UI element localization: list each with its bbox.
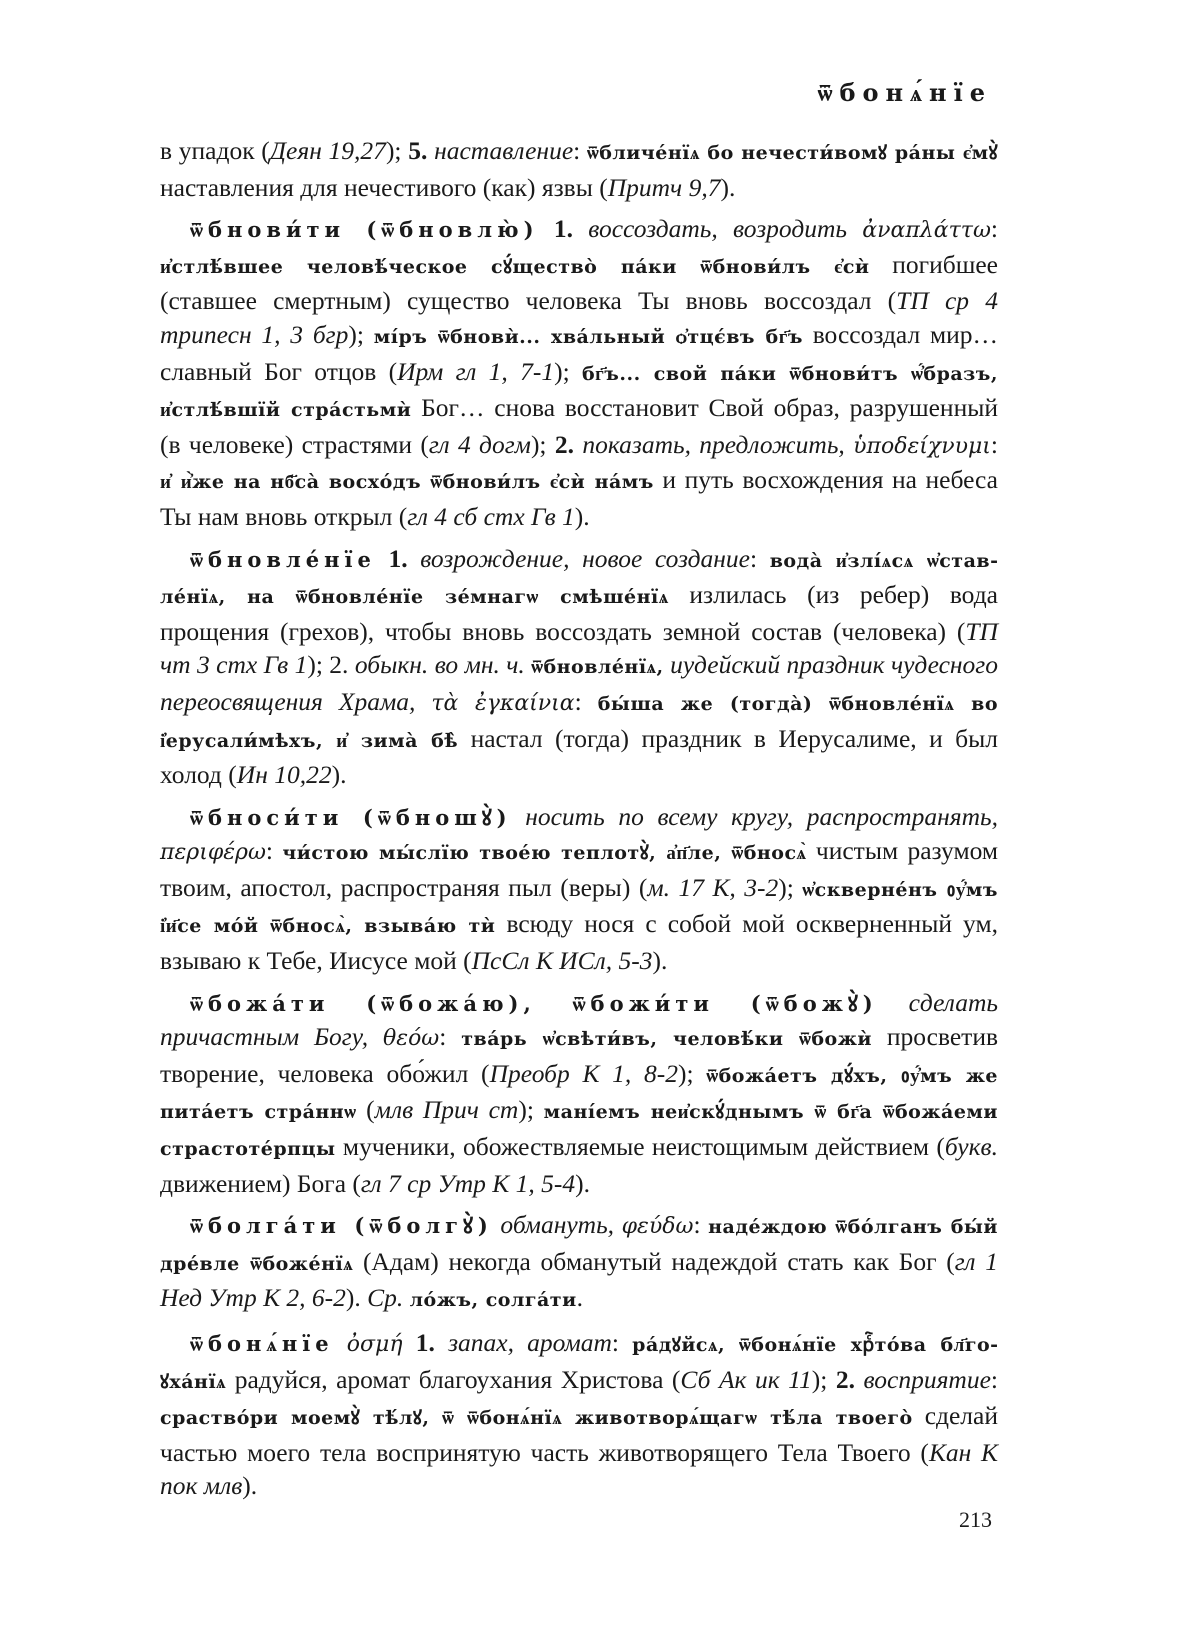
text-run: : (439, 1022, 462, 1052)
sense-number: 1. (553, 214, 573, 244)
running-head: ѿбонѧ́нїе (817, 78, 992, 107)
italic-text: иудейский праздник чудесного переосвящения Храма, (160, 650, 998, 716)
church-slavonic-text: наде́ждою ѿбо́лганъ бы́й дре́вле ѿбоже́нїѧ (160, 1216, 999, 1275)
church-slavonic-text: бг҃ъ... свой па́ки ѿбнови́тъ ѡ҆́бразъ, и҆стлѣ́вшїй стра́стьмѝ (160, 362, 998, 422)
text-run (435, 1328, 448, 1357)
text-run: ); (678, 1058, 707, 1088)
italic-text: Ирм гл 1, 7-1 (397, 356, 555, 386)
italic-text: млв Прич ст (374, 1095, 519, 1125)
text-run: просветив творение, человека обо́жил ( (160, 1022, 999, 1088)
headword: ѿбожа́ти (ѿбожа́ю), ѿбожи́ти (ѿбожꙋ̀) (190, 990, 878, 1016)
church-slavonic-text: чи́стою мы́слїю твое́ю теплотꙋ̀, а҆п҃ле, ѿбносѧ̀ (282, 842, 807, 865)
text-run (408, 544, 421, 573)
text-run: : (611, 1328, 633, 1357)
greek-word: ὑποδείχνυμι (853, 433, 991, 459)
entry-continuation (160, 134, 998, 204)
text-run (878, 988, 909, 1017)
text-run: : (990, 214, 998, 244)
text-run: ). (242, 1471, 258, 1501)
church-slavonic-text: ѿбличе́нїѧ бо нечести́вомꙋ ра́ны є҆мꙋ̀ (586, 142, 999, 164)
italic-text: показать, предложить, (582, 429, 845, 459)
italic-text: Притч 9,7 (607, 172, 721, 202)
dictionary-entry (160, 542, 998, 792)
headword: ѿболга́ти (ѿболгꙋ̀) (190, 1213, 493, 1239)
italic-text: возрождение, новое создание (420, 543, 750, 573)
greek-word: ἀναπλάττω (862, 218, 991, 244)
italic-text: Деян 19,27 (269, 136, 386, 165)
text-run: : (990, 1364, 998, 1394)
text-run (512, 802, 526, 831)
text-run: ). (574, 501, 590, 531)
church-slavonic-text: ѡ҆скверне́нъ ᲂу҆́мъ і҆и҃се мо́й ѿбносѧ̀, взыва́ю тѝ (160, 878, 998, 938)
text-run (376, 544, 389, 573)
dictionary-entry (160, 986, 998, 1201)
italic-text: гл 4 догм (428, 429, 531, 459)
italic-text: наставление (434, 136, 574, 165)
sense-number: 1. (415, 1328, 435, 1357)
text-run (403, 1328, 416, 1357)
headword: ѿбнови́ти (ѿбновлю̀) (190, 217, 539, 243)
italic-text: Сб Ак ик 11 (680, 1364, 812, 1394)
greek-word: τὰ ἐγκαίνια (431, 690, 575, 716)
dictionary-entry (160, 1208, 998, 1318)
text-run: : (990, 429, 998, 459)
sense-number: 2. (835, 1364, 855, 1394)
italic-text: Кан К пок млв (160, 1437, 998, 1501)
page-number: 213 (959, 1507, 992, 1532)
text-run: сделай частью моего тела воспринятую часть животворящего Тела Твоего ( (160, 1401, 998, 1467)
church-slavonic-text: сраство́ри моемꙋ̀ тѣ́лꙋ, ѿ ѿбонѧ́нїѧ животворѧ́щагѡ тѣ́ла твоего̀ (160, 1407, 913, 1430)
italic-text: восприятие (863, 1364, 991, 1394)
text-run: ). (652, 946, 668, 976)
text-run: погибшее (ставшее смертным) существо человека Ты вновь воссоздал ( (160, 249, 999, 316)
italic-text: букв. (944, 1132, 998, 1162)
italic-text: гл 1 Нед Утр К 2, 6-2 (160, 1246, 998, 1313)
text-run: ); (348, 319, 374, 349)
text-run: ( (356, 1095, 375, 1125)
italic-text: гл 7 ср Утр К 1, 5-4 (360, 1168, 576, 1198)
text-run: ); (811, 1364, 836, 1394)
italic-text: Преобр К 1, 8-2 (489, 1058, 679, 1088)
text-run: : (574, 686, 598, 716)
text-run: Бог… снова восстановит Свой образ, разрушенный (в человеке) страстями ( (160, 393, 998, 459)
greek-word: φεύδω (621, 1214, 694, 1240)
text-run (539, 214, 554, 243)
sense-number: 5. (408, 136, 428, 165)
text-run: ); (385, 136, 409, 165)
text-run: ); (554, 356, 582, 386)
italic-text: ТП ср 4 трипесн 1, 3 бгр (160, 286, 998, 349)
text-run: излилась (из ребер) вода прощения (грехов), чтобы вновь воссоздать земной состав (человека) ( (160, 580, 998, 646)
entries-text-block (160, 134, 998, 1511)
text-run: воссоздал мир… славный Бог отцов ( (160, 319, 998, 386)
text-run: радуйся, аромат благоухания Христова ( (226, 1364, 681, 1394)
text-run: : (265, 836, 283, 866)
text-run: . (576, 1283, 584, 1313)
headword: ѿбонѧ́нїе (190, 1331, 334, 1356)
headword: ѿбновле́нїе (190, 546, 376, 572)
text-run (845, 430, 853, 459)
text-run (573, 214, 588, 243)
text-run: движением) Бога ( (160, 1168, 361, 1198)
text-run: : (573, 136, 587, 165)
italic-text: ПсСл К ИСл, 5-3 (471, 946, 653, 976)
dictionary-entry (160, 1326, 998, 1503)
text-run: ); 2. (307, 650, 355, 680)
text-run: ); (778, 872, 803, 902)
sense-number: 2. (554, 429, 574, 459)
italic-text: обыкн. во мн. ч. (354, 650, 525, 680)
italic-text: воссоздать, возродить (588, 214, 847, 244)
church-slavonic-text: ѿбожа́етъ дꙋ́хъ, ᲂу҆́мъ же пита́етъ стра́ннѡ (160, 1064, 999, 1124)
italic-text: носить по всему кругу, распространять, (525, 801, 998, 831)
dictionary-entry (160, 800, 998, 978)
text-run: и путь восхождения на небеса Ты нам вновь открыл ( (160, 465, 998, 531)
sense-number: 1. (388, 543, 408, 573)
italic-text: Ин 10,22 (236, 760, 332, 790)
church-slavonic-text: мі́ръ ѿбновѝ... хва́льный ѻ҆тцє́въ бг҃ъ (373, 325, 803, 348)
text-run: мученики, обожествляемые неистощимым действием ( (335, 1132, 945, 1162)
italic-text: запах, аромат (448, 1328, 612, 1357)
church-slavonic-text: тва́рь ѡ҆свѣти́въ, человѣ́ки ѿбожѝ (461, 1028, 872, 1051)
italic-text: м. 17 К, 3-2 (647, 872, 779, 902)
greek-word: θεόω (383, 1026, 440, 1052)
italic-text: гл 4 сб стх Гв 1 (407, 501, 575, 531)
headword: ѿбноси́ти (ѿбношꙋ̀) (190, 804, 512, 830)
text-run: всюду нося с собой мой оскверненный ум, взываю к Тебе, Иисусе мой ( (160, 909, 998, 976)
church-slavonic-text: бы́ша же (тогда̀) ѿбновле́нїѧ во і҆ерусали́мѣхъ, и҆ зима̀ бѣ̀ (160, 692, 999, 752)
text-run: ). (331, 760, 347, 790)
text-run: : (693, 1210, 709, 1240)
text-run: : (749, 543, 770, 573)
text-run: ); (530, 429, 555, 459)
text-run: настал (тогда) праздник в Иерусалиме, и был холод ( (160, 723, 998, 790)
text-run: ); (518, 1095, 544, 1125)
text-run: в упадок ( (160, 136, 270, 165)
italic-text: ТП чт 3 стх Гв 1 (160, 616, 998, 680)
text-run (847, 214, 862, 243)
text-run: наставления для нечестивого (как) язвы ( (160, 172, 608, 202)
text-run (368, 1022, 383, 1051)
church-slavonic-text: мані́емъ неи҆скꙋ́днымъ ѿ бг҃а ѿбожа́еми страстоте́рпцы (160, 1101, 998, 1161)
church-slavonic-text: ѿбновле́нїѧ, (531, 656, 664, 679)
text-run: ). (345, 1283, 368, 1313)
italic-text: сделать причастным Богу, (160, 987, 999, 1052)
text-run: ). (575, 1168, 590, 1198)
church-slavonic-text: и҆стлѣ́вшее человѣ́ческое сꙋ́щество̀ па́ки ѿбнови́лъ є҆сѝ (160, 255, 870, 278)
text-run (614, 1210, 622, 1239)
text-run: ). (720, 172, 736, 202)
church-slavonic-text: ра́дꙋйсѧ, ѿбонѧ́нїе хрⷭ҇то́ва бл҃гоꙋха́нїѧ (160, 1334, 999, 1393)
greek-word: ὀσμή (346, 1332, 403, 1357)
italic-text: обмануть, (500, 1210, 615, 1240)
church-slavonic-text: и҆ и҆̀же на нб҃са̀ восхо́дъ ѿбнови́лъ є҆сѝ на́мъ (160, 471, 654, 494)
church-slavonic-text: ло́жъ, солга́ти (409, 1289, 577, 1312)
dictionary-entry (160, 212, 998, 533)
text-run: (Адам) некогда обманутый надеждой стать как Бог ( (353, 1246, 955, 1276)
text-run (855, 1365, 864, 1394)
church-slavonic-text: вода̀ и҆злі́ѧсѧ ѡ҆ставле́нїѧ, на ѿбновле́нїе зе́мнагѡ смѣше́нїѧ (160, 549, 998, 609)
greek-word: περιφέρω (160, 840, 266, 866)
text-run (415, 687, 431, 716)
text-run: чистым разумом твоим, апостол, распространяя пыл (веры) ( (160, 836, 998, 902)
text-run (334, 1328, 347, 1357)
italic-text: Ср. (367, 1283, 404, 1313)
